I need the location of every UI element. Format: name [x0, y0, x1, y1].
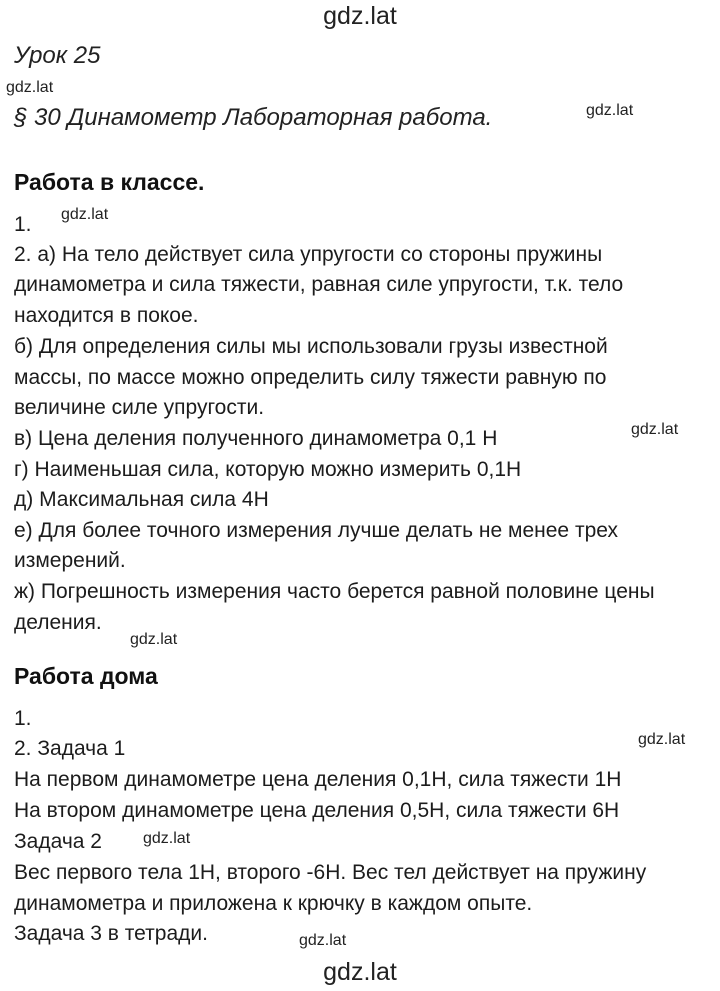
classwork-line: е) Для более точного измерения лучше делать не менее трех [14, 519, 618, 542]
watermark: gdz.lat [299, 932, 347, 949]
watermark: gdz.lat [586, 102, 634, 119]
classwork-line: величине силе упругости. [14, 396, 265, 419]
classwork-line: 1. [14, 213, 32, 236]
homework-line: Задача 3 в тетради. [14, 922, 208, 945]
watermark: gdz.lat [631, 421, 679, 438]
classwork-line: б) Для определения силы мы использовали грузы известной [14, 335, 608, 358]
classwork-line: динамометра и сила тяжести, равная силе упругости, т.к. тело [14, 273, 624, 296]
lesson-title: Урок 25 [14, 42, 101, 69]
homework-line: Вес первого тела 1Н, второго -6Н. Вес тел действует на пружину [14, 861, 647, 884]
classwork-line: массы, по массе можно определить силу тяжести равную по [14, 366, 607, 389]
homework-line: 1. [14, 707, 32, 730]
watermark: gdz.lat [130, 631, 178, 648]
site-header-label: gdz.lat [323, 2, 397, 30]
homework-line: динамометра и приложена к крючку в каждом опыте. [14, 892, 533, 915]
site-footer-label: gdz.lat [323, 958, 397, 986]
classwork-line: в) Цена деления полученного динамометра 0,1 Н [14, 427, 498, 450]
watermark: gdz.lat [61, 206, 109, 223]
classwork-line: 2. а) На тело действует сила упругости со стороны пружины [14, 243, 603, 266]
section-title: § 30 Динамометр Лабораторная работа. [14, 104, 493, 131]
classwork-line: находится в покое. [14, 304, 199, 327]
classwork-line: ж) Погрешность измерения часто берется равной половине цены [14, 580, 655, 603]
watermark: gdz.lat [638, 731, 686, 748]
watermark: gdz.lat [6, 79, 54, 96]
classwork-line: г) Наименьшая сила, которую можно измерить 0,1Н [14, 458, 522, 481]
homework-line: Задача 2 [14, 830, 102, 853]
classwork-heading: Работа в классе. [14, 169, 205, 195]
classwork-line: д) Максимальная сила 4Н [14, 488, 269, 511]
homework-heading: Работа дома [14, 663, 158, 689]
watermark: gdz.lat [143, 830, 191, 847]
homework-line: 2. Задача 1 [14, 737, 126, 760]
homework-line: На первом динамометре цена деления 0,1Н, сила тяжести 1Н [14, 768, 622, 791]
classwork-line: деления. [14, 611, 102, 634]
homework-line: На втором динамометре цена деления 0,5Н, сила тяжести 6Н [14, 799, 620, 822]
classwork-line: измерений. [14, 549, 126, 572]
